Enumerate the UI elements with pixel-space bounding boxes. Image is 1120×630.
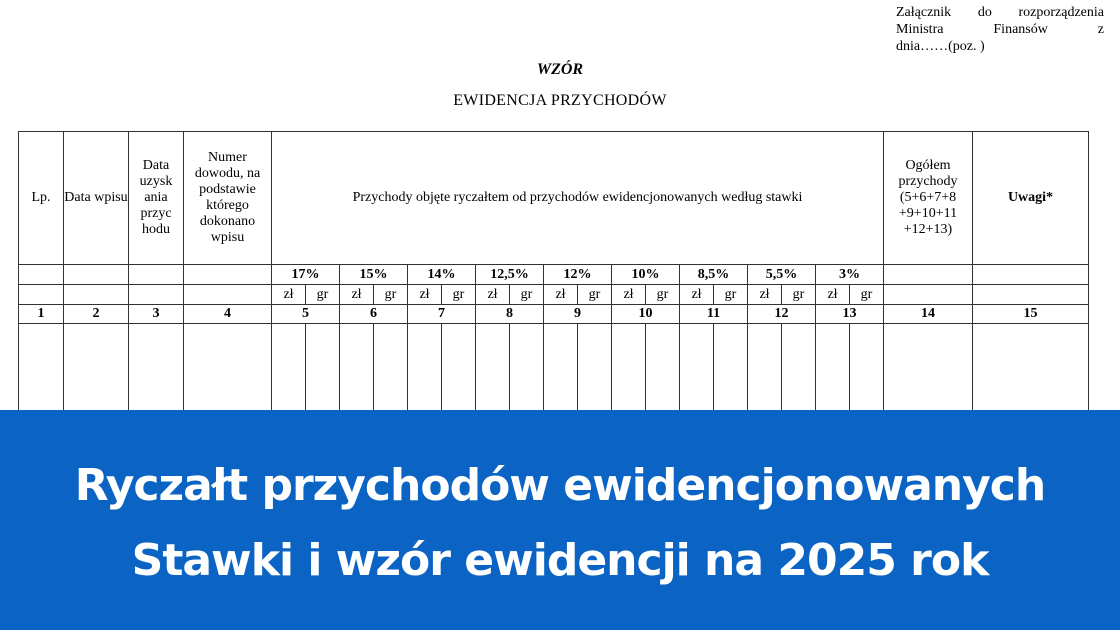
- unit-gr: gr: [646, 285, 680, 305]
- column-number: 5: [272, 305, 340, 324]
- column-number: 3: [129, 305, 184, 324]
- banner-subheadline: Stawki i wzór ewidencji na 2025 rok: [131, 535, 989, 586]
- income-register-table: [18, 131, 1089, 425]
- column-number: 15: [973, 305, 1089, 324]
- unit-gr: gr: [850, 285, 884, 305]
- unit-zl: zł: [680, 285, 714, 305]
- annex-line-3: dnia……(poz. ): [896, 39, 985, 54]
- rates-row: [19, 265, 1089, 285]
- column-number: 10: [612, 305, 680, 324]
- column-number: 6: [340, 305, 408, 324]
- column-number: 13: [816, 305, 884, 324]
- unit-zl: zł: [816, 285, 850, 305]
- unit-zl: zł: [612, 285, 646, 305]
- column-numbers-row: [19, 305, 1089, 324]
- unit-zl: zł: [340, 285, 374, 305]
- annex-line-2: Ministra Finansów z: [896, 22, 1104, 37]
- annex-note: [896, 4, 1104, 55]
- header-lp: Lp.: [19, 132, 64, 265]
- column-number: 8: [476, 305, 544, 324]
- header-data-wpisu: Data wpisu: [64, 132, 129, 265]
- rate-cell: 14%: [408, 265, 476, 285]
- column-number: 14: [884, 305, 973, 324]
- column-number: 1: [19, 305, 64, 324]
- header-przychody: Przychody objęte ryczałtem od przychodów ewidencjonowanych według stawki: [272, 132, 884, 265]
- units-row: [19, 285, 1089, 305]
- title-banner: [0, 410, 1120, 630]
- unit-zl: zł: [476, 285, 510, 305]
- unit-gr: gr: [374, 285, 408, 305]
- unit-gr: gr: [714, 285, 748, 305]
- form-title: EWIDENCJA PRZYCHODÓW: [453, 92, 667, 109]
- header-data-uzyskania: Data uzysk ania przyc hodu: [129, 132, 184, 265]
- unit-zl: zł: [748, 285, 782, 305]
- annex-line-1: Załącznik do rozporządzenia: [896, 5, 1104, 20]
- unit-zl: zł: [272, 285, 306, 305]
- rate-cell: 3%: [816, 265, 884, 285]
- rate-cell: 12,5%: [476, 265, 544, 285]
- column-number: 4: [184, 305, 272, 324]
- unit-gr: gr: [782, 285, 816, 305]
- banner-headline: Ryczałt przychodów ewidencjonowanych: [74, 460, 1046, 511]
- rate-cell: 15%: [340, 265, 408, 285]
- rate-cell: 12%: [544, 265, 612, 285]
- rate-cell: 10%: [612, 265, 680, 285]
- column-number: 2: [64, 305, 129, 324]
- rate-cell: 17%: [272, 265, 340, 285]
- rate-cell: 5,5%: [748, 265, 816, 285]
- column-number: 7: [408, 305, 476, 324]
- column-number: 12: [748, 305, 816, 324]
- unit-zl: zł: [408, 285, 442, 305]
- unit-gr: gr: [442, 285, 476, 305]
- header-uwagi: Uwagi*: [973, 132, 1089, 265]
- form-wzor-label: WZÓR: [536, 61, 584, 78]
- unit-zl: zł: [544, 285, 578, 305]
- column-number: 11: [680, 305, 748, 324]
- unit-gr: gr: [306, 285, 340, 305]
- rate-cell: 8,5%: [680, 265, 748, 285]
- column-number: 9: [544, 305, 612, 324]
- unit-gr: gr: [510, 285, 544, 305]
- unit-gr: gr: [578, 285, 612, 305]
- header-numer-dowodu: Numer dowodu, na podstawie którego dokonano wpisu: [184, 132, 272, 265]
- header-ogolem: Ogółem przychody (5+6+7+8 +9+10+11 +12+13): [884, 132, 973, 265]
